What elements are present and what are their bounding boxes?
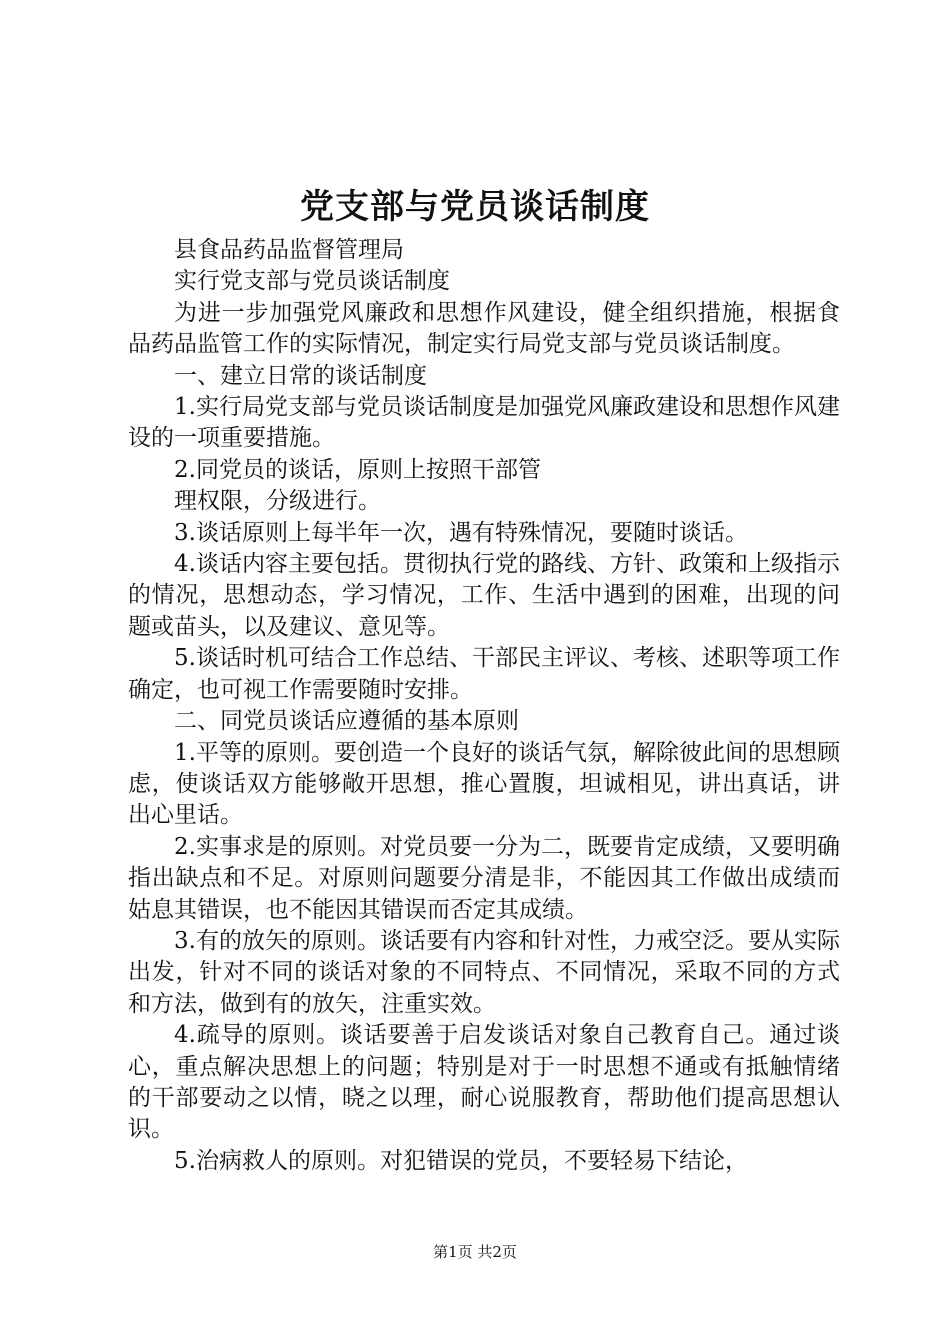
page-number: 第1页 共2页 (433, 1243, 517, 1261)
paragraph-item: 5.治病救人的原则。对犯错误的党员，不要轻易下结论， (174, 1147, 748, 1174)
paragraph-subtitle: 实行党支部与党员谈话制度 (174, 268, 450, 295)
paragraph-org-name: 县食品药品监督管理局 (174, 237, 404, 263)
paragraph-item: 5.谈话时机可结合工作总结、干部民主评议、考核、述职等项工作确定，也可视工作需要随时安排。 (128, 645, 840, 703)
paragraph-intro: 为进一步加强党风廉政和思想作风建设，健全组织措施，根据食品药品监管工作的实际情况，制定实行局党支部与党员谈话制度。 (128, 299, 840, 358)
paragraph-item: 4.谈话内容主要包括。贯彻执行党的路线、方针、政策和上级指示的情况，思想动态，学习情况，工作、生活中遇到的困难，出现的问题或苗头，以及建议、意见等。 (128, 551, 840, 640)
paragraph-item: 1.平等的原则。要创造一个良好的谈话气氛，解除彼此间的思想顾虑，使谈话双方能够敞开思想，推心置腹，坦诚相见，讲出真话，讲出心里话。 (128, 739, 840, 829)
paragraph-item: 3.有的放矢的原则。谈话要有内容和针对性，力戒空泛。要从实际出发，针对不同的谈话对象的不同特点、不同情况，采取不同的方式和方法，做到有的放矢，注重实效。 (128, 927, 840, 1017)
paragraph-item: 2.实事求是的原则。对党员要一分为二，既要肯定成绩，又要明确指出缺点和不足。对原则问题要分清是非，不能因其工作做出成绩而姑息其错误，也不能因其错误而否定其成绩。 (128, 833, 840, 923)
paragraph-item: 1.实行局党支部与党员谈话制度是加强党风廉政建设和思想作风建设的一项重要措施。 (128, 394, 840, 452)
paragraph-item: 3.谈话原则上每半年一次，遇有特殊情况，要随时谈话。 (174, 519, 748, 546)
section-heading-2: 二、同党员谈话应遵循的基本原则 (174, 708, 519, 735)
paragraph-item: 2.同党员的谈话，原则上按照干部管 (174, 456, 541, 483)
section-heading-1: 一、建立日常的谈话制度 (174, 362, 427, 389)
document-body (128, 235, 840, 1177)
document-title: 党支部与党员谈话制度 (300, 187, 650, 227)
paragraph-item: 4.疏导的原则。谈话要善于启发谈话对象自己教育自己。通过谈心，重点解决思想上的问题；特别是对于一时思想不通或有抵触情绪的干部要动之以情，晓之以理，耐心说服教育，帮助他们提高思想认识。 (128, 1022, 840, 1143)
paragraph-item-continuation: 理权限，分级进行。 (174, 488, 381, 515)
